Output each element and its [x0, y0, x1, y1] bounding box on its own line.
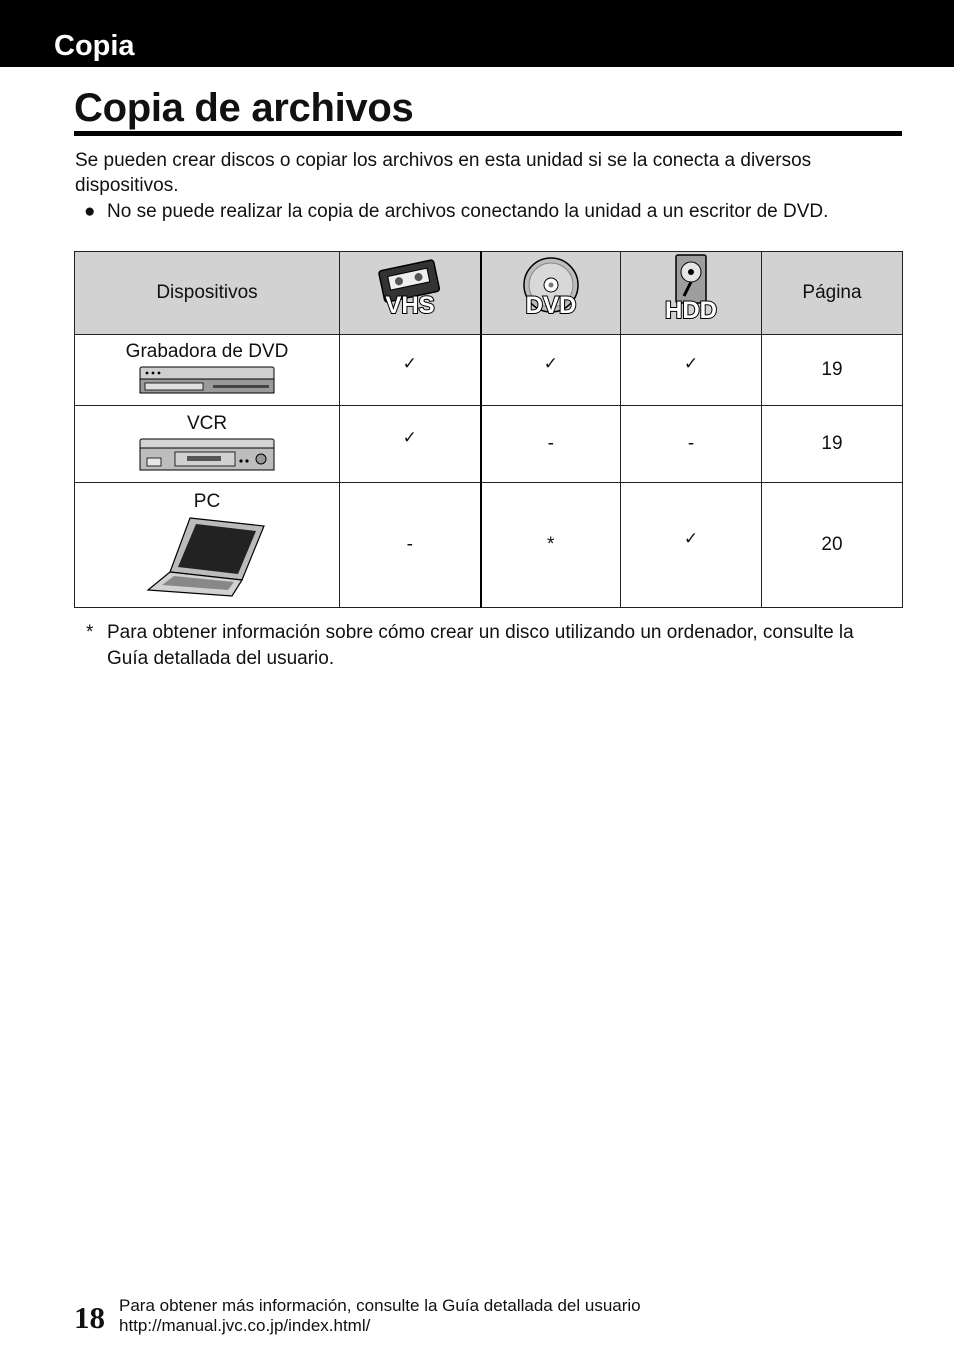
svg-text:VHS: VHS — [385, 292, 435, 319]
hdd-icon — [651, 252, 731, 328]
bullet-text: No se puede realizar la copia de archivos conectando la unidad a un escritor de DVD. — [107, 201, 829, 222]
vhs-cell: - — [340, 483, 481, 608]
header-vhs — [340, 252, 481, 335]
table-row — [75, 335, 903, 406]
table-row — [75, 483, 903, 608]
section-label: Copia — [54, 30, 135, 62]
device-name: PC — [193, 491, 221, 512]
section-header-bar — [0, 0, 954, 67]
header-devices: Dispositivos — [75, 252, 340, 335]
page-title: Copia de archivos — [74, 86, 414, 130]
hdd-cell: ✓ — [621, 335, 762, 406]
page-number: 18 — [74, 1300, 105, 1335]
devices-table — [74, 251, 903, 608]
vcr-icon — [137, 436, 277, 474]
footnote-text: Para obtener información sobre cómo crear un disco utilizando un ordenador, consulte la Guía detallada del usuario. — [107, 622, 854, 669]
footer-line-1: Para obtener más información, consulte la Guía detallada del usuario — [119, 1296, 641, 1315]
dvd-cell: ✓ — [481, 335, 621, 406]
page-cell: 19 — [762, 406, 903, 483]
header-page: Página — [762, 252, 903, 335]
dvd-cell: * — [481, 483, 621, 608]
vhs-cell: ✓ — [340, 406, 481, 483]
footnote-mark: * — [86, 622, 94, 643]
table-header-row — [75, 252, 903, 335]
page-cell: 19 — [762, 335, 903, 406]
dvd-icon — [511, 255, 591, 325]
footer-url: http://manual.jvc.co.jp/index.html/ — [119, 1316, 371, 1335]
bullet-icon: ● — [84, 201, 96, 222]
hdd-cell: - — [621, 406, 762, 483]
title-underline — [74, 131, 902, 136]
device-cell — [75, 406, 340, 483]
vhs-icon — [370, 255, 450, 325]
laptop-icon — [142, 514, 272, 598]
device-cell — [75, 483, 340, 608]
device-cell — [75, 335, 340, 406]
intro-paragraph: Se pueden crear discos o copiar los archivos en esta unidad si se la conecta a diversos dispositivos. — [75, 150, 812, 196]
dvd-cell: - — [481, 406, 621, 483]
header-hdd — [621, 252, 762, 335]
device-name: Grabadora de DVD — [125, 341, 289, 362]
svg-text:HDD: HDD — [665, 297, 717, 324]
page-cell: 20 — [762, 483, 903, 608]
table-row — [75, 406, 903, 483]
footer-text — [119, 1296, 641, 1336]
header-dvd — [481, 252, 621, 335]
device-name: VCR — [186, 413, 228, 434]
svg-text:DVD: DVD — [525, 292, 577, 319]
dvd-recorder-icon — [137, 364, 277, 398]
hdd-cell: ✓ — [621, 483, 762, 608]
vhs-cell: ✓ — [340, 335, 481, 406]
